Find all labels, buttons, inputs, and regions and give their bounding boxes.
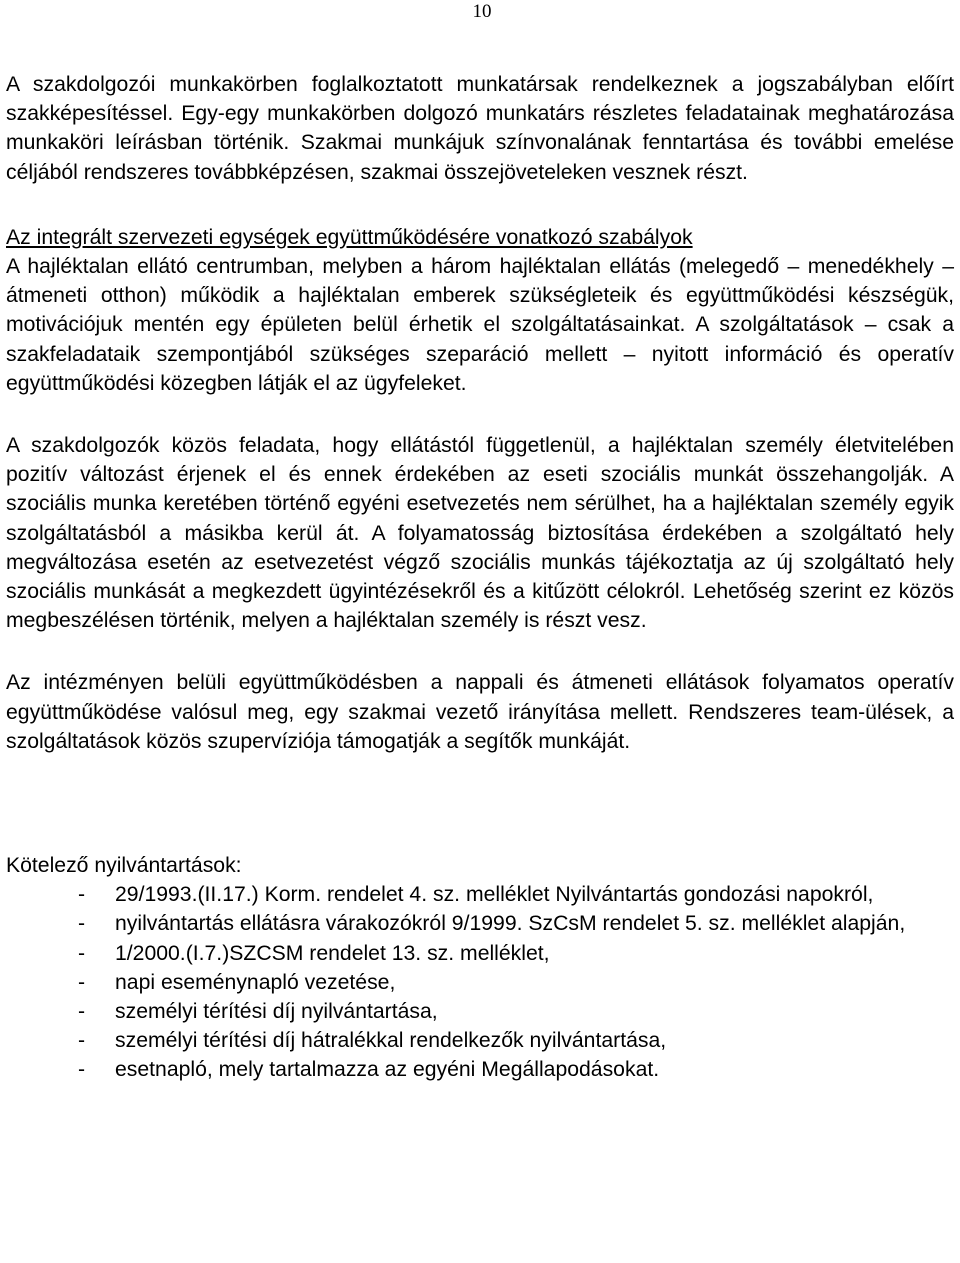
list-dash: - <box>78 1058 86 1082</box>
list-item <box>6 1026 954 1055</box>
records-title: Kötelező nyilvántartások: <box>6 854 242 878</box>
page-number: 10 <box>472 1 492 22</box>
list-item <box>6 997 954 1026</box>
paragraph-case-management: A szakdolgozók közös feladata, hogy ellátástól függetlenül, a hajléktalan személy életvitelében pozitív változást érjenek el és ennek érdekében az eseti szociális munkát összehangolják. A szociális munka keretében történő egyéni esetvezetés nem sérülhet, ha a hajléktalan személy egyik szolgáltatásból a másikba kerül át. A folyamatosság biztosítása érdekében a szolgáltató hely megváltozása esetén az esetvezetést végző szociális munkás tájékoztatja az új szolgáltató hely szociális munkását a megkezdett ügyintézésekről és a kitűzött célokról. Lehetőség szerint ez közös megbeszélésen történik, melyen a hajléktalan személy is részt vesz. <box>6 434 954 633</box>
list-dash: - <box>78 970 86 994</box>
list-item-text: nyilvántartás ellátásra várakozókról 9/1999. SzCsM rendelet 5. sz. melléklet alapján, <box>115 912 906 936</box>
list-item <box>6 968 954 997</box>
list-item-text: személyi térítési díj hátralékkal rendelkezők nyilvántartása, <box>115 1029 667 1053</box>
list-dash: - <box>78 1000 86 1024</box>
list-item-text: 1/2000.(I.7.)SZCSM rendelet 13. sz. melléklet, <box>115 941 550 965</box>
list-dash: - <box>78 883 86 907</box>
document-body <box>6 70 954 1085</box>
list-item <box>6 880 954 909</box>
paragraph-staff-qualifications: A szakdolgozói munkakörben foglalkoztatott munkatársak rendelkeznek a jogszabályban előírt szakképesítéssel. Egy-egy munkakörben dolgozó munkatárs részletes feladatainak meghatározása munkaköri leírásban történik. Szakmai munkájuk színvonalának fenntartása és további emelése céljából rendszeres továbbképzésen, szakmai összejöveteleken vesznek részt. <box>6 73 954 184</box>
list-item-text: esetnapló, mely tartalmazza az egyéni Megállapodásokat. <box>115 1058 660 1082</box>
list-item-text: 29/1993.(II.17.) Korm. rendelet 4. sz. melléklet Nyilvántartás gondozási napokról, <box>115 883 874 907</box>
list-item <box>6 939 954 968</box>
list-item-text: napi eseménynapló vezetése, <box>115 970 396 994</box>
records-list <box>6 880 954 1084</box>
section-heading: Az integrált szervezeti egységek együttműködésére vonatkozó szabályok <box>6 225 693 249</box>
list-item <box>6 909 954 938</box>
list-dash: - <box>78 1029 86 1053</box>
records-section <box>6 851 954 1085</box>
paragraph-homeless-centre: A hajléktalan ellátó centrumban, melyben a három hajléktalan ellátás (melegedő – menedékhely – átmeneti otthon) működik a hajléktalan emberek szükségleteik és együttműködési készségük, motivációjuk mentén egy épületen belül érhetik el szolgáltatásainkat. A szolgáltatások – csak a szakfeladataik szempontjából szükséges szeparáció mellett – nyitott információ és operatív együttműködési közegben látják el az ügyfeleket. <box>6 255 954 395</box>
list-item-text: személyi térítési díj nyilvántartása, <box>115 1000 438 1024</box>
list-dash: - <box>78 912 86 936</box>
paragraph-internal-cooperation: Az intézményen belüli együttműködésben a nappali és átmeneti ellátások folyamatos operatív együttműködése valósul meg, egy szakmai vezető irányítása mellett. Rendszeres team-ülések, a szolgáltatások közös szupervíziója támogatják a segítők munkáját. <box>6 671 954 753</box>
list-item <box>6 1055 954 1084</box>
section-integrated-units <box>6 223 954 398</box>
list-dash: - <box>78 941 86 965</box>
